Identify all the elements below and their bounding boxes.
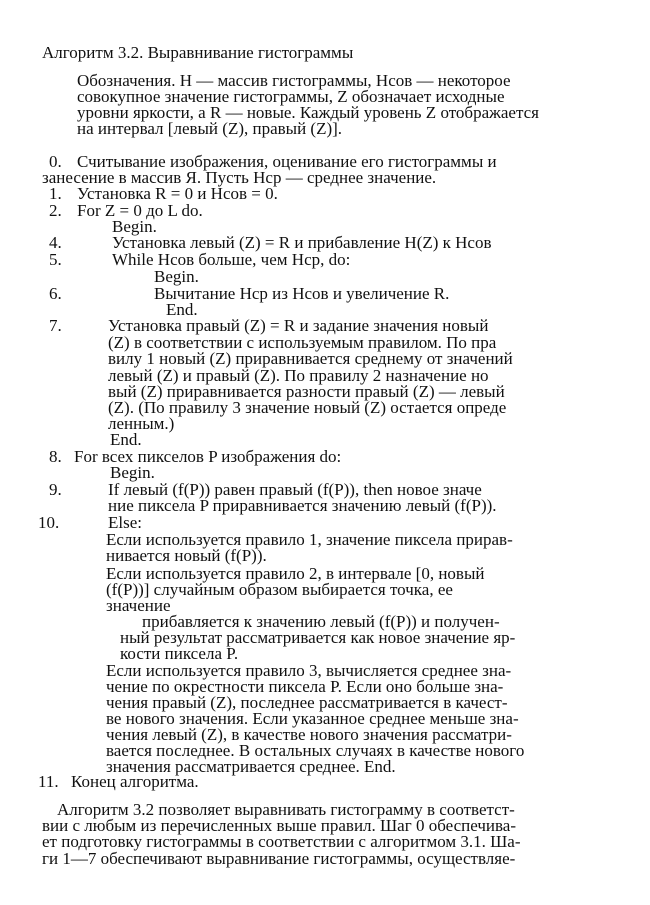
step-6-text: Вычитание Hср из Hсов и увеличение R. [154,284,450,303]
rule-2-line: (f(P))] случайным образом выбирается точка, ее [106,580,453,599]
step-8-text: For всех пикселов P изображения do: [74,447,342,466]
rule-3-line: чения левый (Z), в качестве нового значения рассматри- [106,725,512,744]
step-9-line: ние пиксела P приравнивается значению левый (f(P)). [108,496,497,515]
paragraph-line: ги 1—7 обеспечивают выравнивание гистограммы, осуществляе- [42,849,516,868]
step-number: 7. [49,316,62,335]
step-number: 1. [49,184,62,203]
step-number: 11. [38,772,59,791]
step-7-line: ленным.) [108,414,175,433]
step-0-line: Считывание изображения, оценивание его гистограммы и [77,152,497,171]
begin-keyword: Begin. [154,267,199,286]
step-1-text: Установка R = 0 и Hсов = 0. [77,184,278,203]
step-7-line: вилу 1 новый (Z) приравнивается среднему от значений [108,349,513,368]
notation-line: Обозначения. H — массив гистограммы, Hсов — некоторое [77,71,511,90]
step-number: 9. [49,480,62,499]
step-number: 0. [49,152,62,171]
step-7-line: (Z). (По правилу 3 значение новый (Z) остается опреде [108,398,507,417]
paragraph-line: ет подготовку гистограммы в соответствии с алгоритмом 3.1. Ша- [42,832,521,851]
rule-1-line: нивается новый (f(P)). [106,546,267,565]
step-7-line: Установка правый (Z) = R и задание значения новый [108,316,489,335]
end-keyword: End. [110,430,142,449]
step-5-text: While Hсов больше, чем Hср, do: [112,250,351,269]
rule-3-line: чение по окрестности пиксела P. Если оно больше зна- [106,677,504,696]
rule-2-line: Если используется правило 2, в интервале [0, новый [106,564,485,583]
rule-3-line: вается последнее. В остальных случаях в качестве нового [106,741,525,760]
notation-line: на интервал [левый (Z), правый (Z)]. [77,119,343,138]
step-number: 2. [49,201,62,220]
rule-1-line: Если используется правило 1, значение пиксела прирав- [106,530,513,549]
begin-keyword: Begin. [112,217,157,236]
step-number: 5. [49,250,62,269]
rule-2b-line: ный результат рассматривается как новое значение яр- [120,628,516,647]
end-keyword: End. [166,300,198,319]
paragraph-line: вии с любым из перечисленных выше правил. Шаг 0 обеспечива- [42,816,517,835]
notation-line: уровни яркости, а R — новые. Каждый уровень Z отображается [77,103,539,122]
rule-2b-line: кости пиксела P. [120,644,239,663]
step-7-line: вый (Z) приравнивается разности правый (Z) — левый [108,382,505,401]
step-2-text: For Z = 0 до L do. [77,201,203,220]
rule-2b-line: прибавляется к значению левый (f(P)) и получен- [142,612,500,631]
rule-3-line: Если используется правило 3, вычисляется среднее зна- [106,661,512,680]
step-number: 4. [49,233,62,252]
rule-3-line: ве нового значения. Если указанное среднее меньше зна- [106,709,519,728]
page-title: Алгоритм 3.2. Выравнивание гистограммы [42,43,354,62]
step-0-line: занесение в массив Я. Пусть Hср — среднее значение. [42,168,437,187]
step-7-line: (Z) в соответствии с используемым правилом. По пра [108,333,497,352]
step-10-text: Else: [108,513,142,532]
step-7-line: левый (Z) и правый (Z). По правилу 2 назначение но [108,366,489,385]
step-9-line: If левый (f(P)) равен правый (f(P)), then новое значе [108,480,482,499]
step-4-text: Установка левый (Z) = R и прибавление H(Z) к Hсов [112,233,492,252]
step-number: 6. [49,284,62,303]
begin-keyword: Begin. [110,463,155,482]
rule-2-line: значение [106,596,171,615]
step-number: 8. [49,447,62,466]
rule-3-line: значения рассматривается среднее. End. [106,757,396,776]
rule-3-line: чения правый (Z), последнее рассматривается в качест- [106,693,508,712]
paragraph-line: Алгоритм 3.2 позволяет выравнивать гистограмму в соответст- [57,800,515,819]
step-11-text: Конец алгоритма. [71,772,199,791]
notation-line: совокупное значение гистограммы, Z обозначает исходные [77,87,505,106]
step-number: 10. [38,513,60,532]
